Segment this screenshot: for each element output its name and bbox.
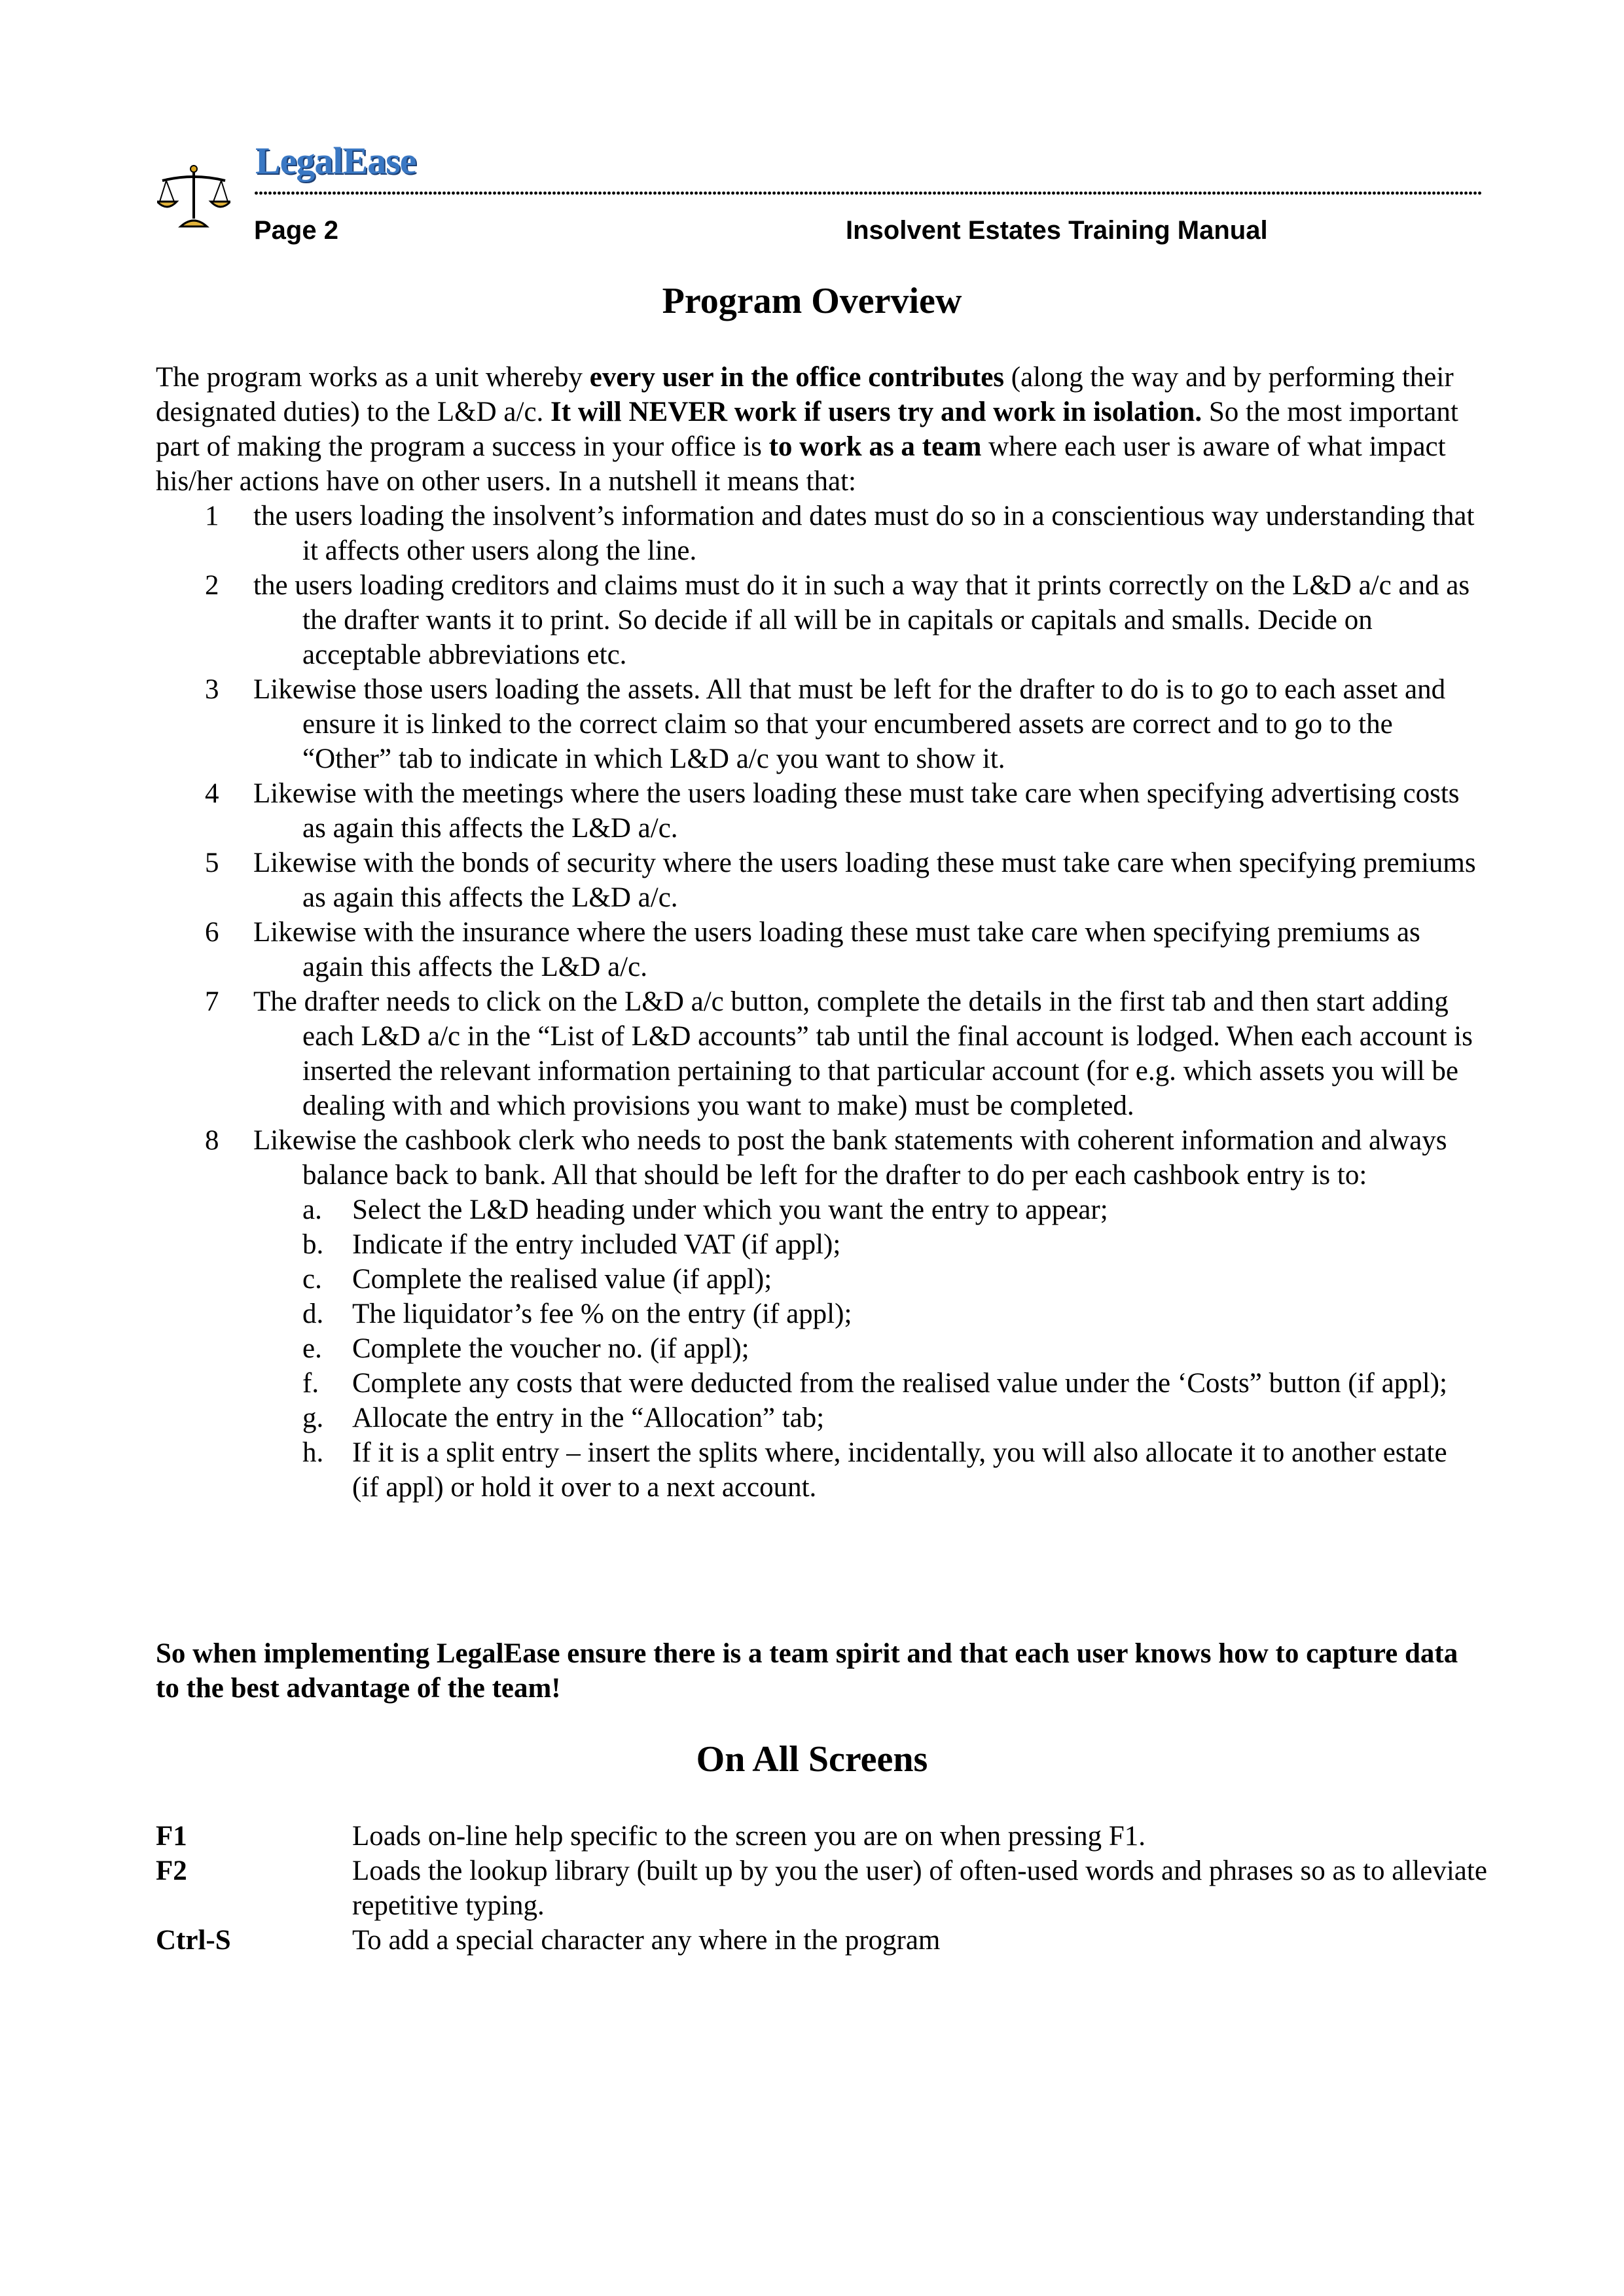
shortcut-row [156,1854,1491,1923]
list-number: 8 [205,1125,219,1156]
sublist-letter: g. [302,1403,324,1433]
shortcut-key: F1 [156,1821,187,1852]
list-number: 2 [205,570,219,601]
sublist-item-text: Complete the voucher no. (if appl); [352,1333,749,1364]
intro-run-bold: every user in the office contributes [589,362,1005,393]
list-number: 1 [205,501,219,531]
list-item-text: Likewise with the bonds of security where the users loading these must take care when specifying premiums as again this affects the L&D a/c. [253,848,1476,913]
shortcut-key: Ctrl-S [156,1925,231,1956]
sublist-item [302,1366,1478,1401]
numbered-list [156,499,1478,1505]
sublist-letter: c. [302,1264,322,1295]
intro-paragraph [156,360,1478,499]
sublist-item [302,1262,1478,1297]
shortcut-key: F2 [156,1856,187,1886]
intro-run: So the most important part of making the program a success in your office is [156,397,1458,462]
sublist-letter: b. [302,1229,324,1260]
list-item-text: the users loading creditors and claims must do it in such a way that it prints correctly on the L&D a/c and as the drafter wants it to print. So decide if all will be in capitals or capitals and smalls. Decide on acceptable abbreviations etc. [253,570,1470,670]
intro-run-bold: to work as a team [768,431,982,462]
list-item [156,499,1478,568]
lettered-sublist [302,1193,1478,1505]
list-number: 5 [205,848,219,878]
list-item-text: the users loading the insolvent’s information and dates must do so in a conscientious way understanding that it affects other users along the line. [253,501,1475,566]
list-item [156,672,1478,776]
manual-title: Insolvent Estates Training Manual [846,216,1268,245]
sublist-item-text: Indicate if the entry included VAT (if appl); [352,1229,841,1260]
list-item [156,984,1478,1123]
shortcut-list [156,1819,1491,1958]
closing-statement: So when implementing LegalEase ensure there is a team spirit and that each user knows how to capture data to the best advantage of the team! [156,1638,1458,1704]
sublist-letter: d. [302,1299,324,1329]
shortcut-row [156,1819,1491,1854]
scales-of-justice-icon [157,164,230,232]
brand-logo-text: LegalEase [255,139,416,182]
list-item [156,846,1478,915]
section-title-program-overview: Program Overview [662,281,962,321]
section-title-on-all-screens: On All Screens [696,1739,928,1780]
shortcut-row [156,1923,1491,1958]
sublist-item [302,1227,1478,1262]
sublist-item-text: Allocate the entry in the “Allocation” tab; [352,1403,825,1433]
list-item [156,776,1478,846]
list-number: 3 [205,674,219,705]
list-item [156,568,1478,672]
sublist-item [302,1435,1478,1505]
sublist-item-text: If it is a split entry – insert the splits where, incidentally, you will also allocate it to another estate (if appl) or hold it over to a next account. [352,1437,1447,1503]
list-number: 7 [205,986,219,1017]
sublist-item [302,1193,1478,1227]
sublist-letter: e. [302,1333,322,1364]
shortcut-description: Loads the lookup library (built up by you the user) of often-used words and phrases so as to alleviate repetitive typing. [352,1856,1487,1921]
list-item-text: The drafter needs to click on the L&D a/c button, complete the details in the first tab and then start adding each L&D a/c in the “List of L&D accounts” tab until the final account is lodged. When each account is inserted the relevant information pertaining to that particular account (for e.g. which assets you will be dealing with and which provisions you want to make) must be completed. [253,986,1473,1121]
sublist-item-text: Select the L&D heading under which you want the entry to appear; [352,1194,1108,1225]
intro-run: The program works as a unit whereby [156,362,590,393]
sublist-item [302,1401,1478,1435]
list-item-text: Likewise the cashbook clerk who needs to post the bank statements with coherent information and always balance back to bank. All that should be left for the drafter to do per each cashbook entry is to: [253,1125,1447,1191]
list-item [156,915,1478,984]
sublist-item [302,1297,1478,1331]
intro-run-bold: It will NEVER work if users try and work in isolation. [550,397,1202,427]
sublist-item [302,1331,1478,1366]
list-item [156,1123,1478,1505]
shortcut-description: Loads on-line help specific to the screen you are on when pressing F1. [352,1821,1146,1852]
sublist-item-text: Complete any costs that were deducted from the realised value under the ‘Costs” button (if appl); [352,1368,1447,1399]
dotted-rule [254,190,1481,198]
list-item-text: Likewise those users loading the assets. All that must be left for the drafter to do is to go to each asset and ensure it is linked to the correct claim so that your encumbered assets are correct and to go to the “Other” tab to indicate in which L&D a/c you want to show it. [253,674,1446,774]
sublist-letter: f. [302,1368,319,1399]
intro-run: where each user is aware of what impact his/her actions have on other users. In a nutshell it means that: [156,431,1446,497]
list-number: 6 [205,917,219,948]
page-number: Page 2 [254,216,338,245]
sublist-letter: a. [302,1194,322,1225]
list-number: 4 [205,778,219,809]
shortcut-description: To add a special character any where in the program [352,1925,941,1956]
sublist-letter: h. [302,1437,324,1468]
list-item-text: Likewise with the insurance where the users loading these must take care when specifying premiums as again this affects the L&D a/c. [253,917,1420,982]
list-item-text: Likewise with the meetings where the users loading these must take care when specifying advertising costs as again this affects the L&D a/c. [253,778,1460,844]
sublist-item-text: Complete the realised value (if appl); [352,1264,772,1295]
intro-run: (along the way and by performing their designated duties) to the L&D a/c. [156,362,1454,427]
sublist-item-text: The liquidator’s fee % on the entry (if appl); [352,1299,852,1329]
